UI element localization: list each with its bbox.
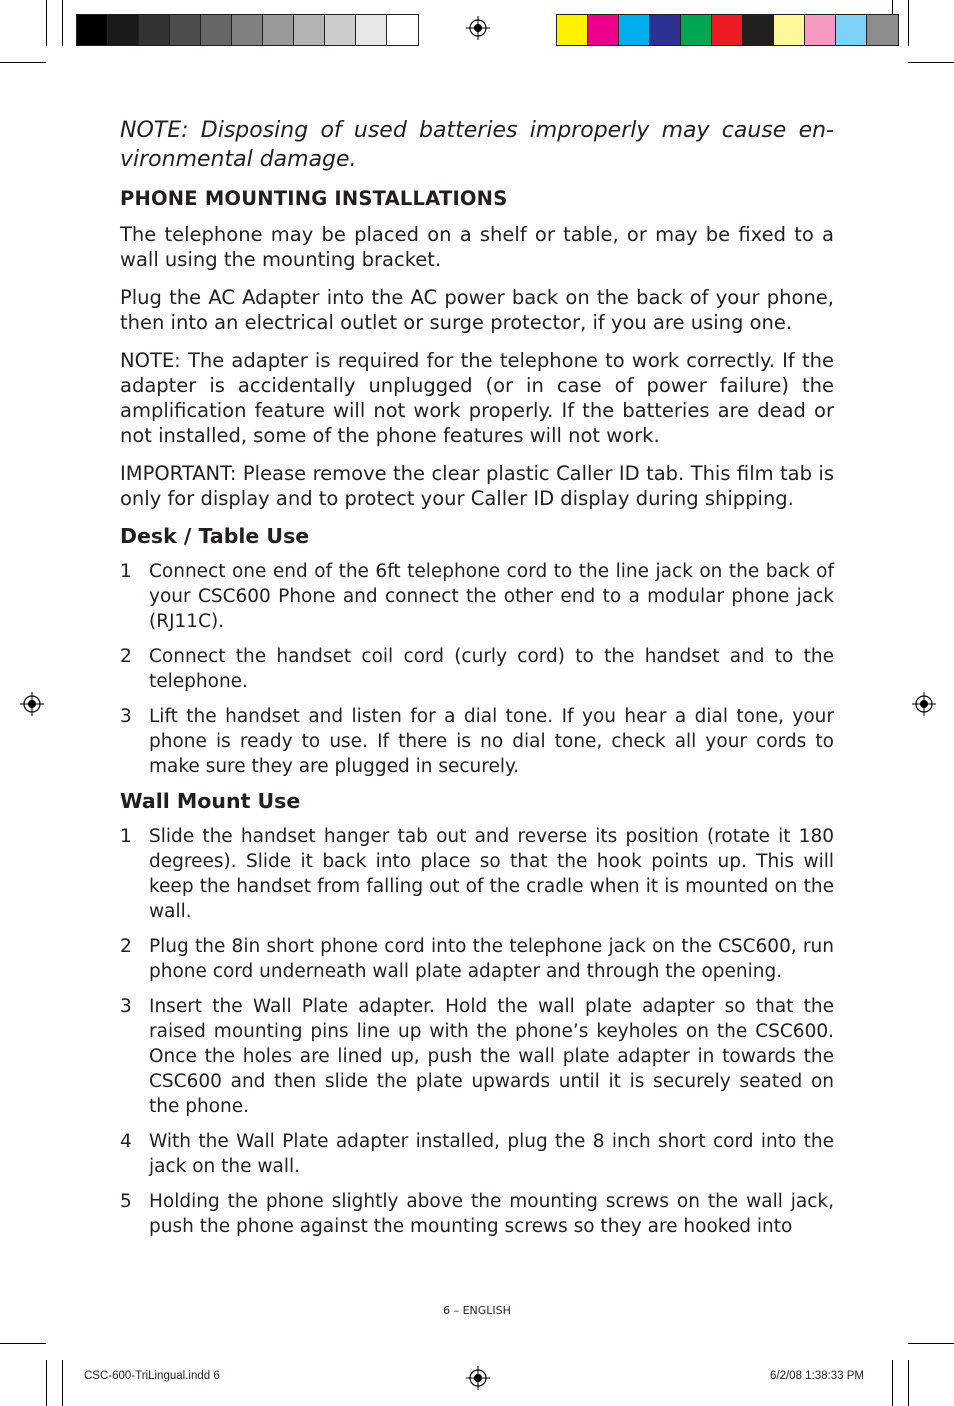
step-text: Slide the handset hanger tab out and reverse its position (rotate it 180 degrees). Slide it back into place so that the hook points up. This will keep the handset from falling out of the cradle when it is mounted on the wall. — [149, 826, 834, 922]
color-swatch — [619, 15, 650, 45]
step-text: Plug the 8in short phone cord into the telephone jack on the CSC600, run phone cord underneath wall plate adapter and through the opening. — [149, 936, 834, 982]
wall-steps-list — [120, 824, 834, 1239]
step-text: Holding the phone slightly above the mounting screws on the wall jack, push the phone against the mounting screws so they are hooked into — [149, 1191, 834, 1237]
list-item — [120, 1129, 834, 1179]
step-number: 2 — [120, 936, 132, 957]
color-swatch — [774, 15, 805, 45]
step-number: 4 — [120, 1131, 132, 1152]
desk-steps-list — [120, 559, 834, 779]
list-item — [120, 644, 834, 694]
color-swatch — [139, 15, 170, 45]
subheading-desk-use: Desk / Table Use — [120, 524, 310, 548]
step-text: With the Wall Plate adapter installed, plug the 8 inch short cord into the jack on the wall. — [149, 1131, 834, 1177]
gray-ramp-bar — [76, 14, 419, 46]
step-number: 3 — [120, 706, 132, 727]
step-number: 1 — [120, 826, 132, 847]
color-swatch — [232, 15, 263, 45]
crop-mark — [908, 1360, 909, 1406]
step-text: Lift the handset and listen for a dial tone. If you hear a dial tone, your phone is ready to use. If there is no dial tone, check all your cords to make sure they are plugged in securely. — [149, 706, 834, 777]
section-heading-mounting: PHONE MOUNTING INSTALLATIONS — [120, 187, 508, 210]
crop-mark — [892, 1360, 893, 1406]
color-swatch — [557, 15, 588, 45]
step-number: 2 — [120, 646, 132, 667]
paragraph-placement: The telephone may be placed on a shelf or table, or may be fixed to a wall using the mounting bracket. — [120, 223, 834, 271]
registration-mark-icon — [466, 16, 490, 40]
color-swatch — [387, 15, 418, 45]
color-swatch — [805, 15, 836, 45]
color-swatch — [77, 15, 108, 45]
list-item — [120, 934, 834, 984]
process-color-bar — [556, 14, 899, 46]
page-footer: 6 – ENGLISH — [443, 1304, 511, 1317]
step-number: 5 — [120, 1191, 132, 1212]
registration-mark-icon — [466, 1366, 490, 1390]
color-swatch — [170, 15, 201, 45]
registration-mark-icon — [20, 692, 44, 716]
paragraph-important: IMPORTANT: Please remove the clear plastic Caller ID tab. This film tab is only for display and to protect your Caller ID display during shipping. — [120, 462, 834, 510]
crop-mark — [908, 0, 909, 46]
paragraph-adapter-note: NOTE: The adapter is required for the telephone to work correctly. If the adapter is accidentally unplugged (or in case of power failure) the amplification feature will not work properly. If the batteries are dead or not installed, some of the phone features will not work. — [120, 349, 834, 447]
color-swatch — [201, 15, 232, 45]
color-swatch — [681, 15, 712, 45]
page-content — [120, 116, 834, 1249]
step-number: 1 — [120, 561, 132, 582]
color-swatch — [108, 15, 139, 45]
crop-mark — [0, 62, 46, 63]
crop-mark — [62, 1360, 63, 1406]
registration-mark-icon — [912, 692, 936, 716]
color-swatch — [356, 15, 387, 45]
crop-mark — [62, 0, 63, 46]
step-number: 3 — [120, 996, 132, 1017]
step-text: Connect one end of the 6ft telephone cord to the line jack on the back of your CSC600 Phone and connect the other end to a modular phone jack (RJ11C). — [149, 561, 834, 632]
crop-mark — [46, 0, 47, 46]
list-item — [120, 559, 834, 634]
crop-mark — [908, 62, 954, 63]
color-swatch — [325, 15, 356, 45]
color-swatch — [712, 15, 743, 45]
crop-mark — [908, 1343, 954, 1344]
step-text: Connect the handset coil cord (curly cord) to the handset and to the telephone. — [149, 646, 834, 692]
color-swatch — [867, 15, 898, 45]
color-swatch — [263, 15, 294, 45]
file-slug: CSC-600-TriLingual.indd 6 — [84, 1370, 220, 1382]
date-slug: 6/2/08 1:38:33 PM — [770, 1370, 864, 1382]
crop-mark — [46, 1360, 47, 1406]
color-swatch — [836, 15, 867, 45]
color-swatch — [650, 15, 681, 45]
crop-mark — [0, 1343, 46, 1344]
subheading-wall-mount-use: Wall Mount Use — [120, 789, 301, 813]
color-swatch — [588, 15, 619, 45]
color-swatch — [743, 15, 774, 45]
list-item — [120, 704, 834, 779]
step-text: Insert the Wall Plate adapter. Hold the wall plate adapter so that the raised mounting pins line up with the phone’s keyholes on the CSC600. Once the holes are lined up, push the wall plate adapter in towards the CSC600 and then slide the plate upwards until it is securely seated on the phone. — [149, 996, 834, 1117]
list-item — [120, 824, 834, 924]
list-item — [120, 1189, 834, 1239]
list-item — [120, 994, 834, 1119]
paragraph-adapter: Plug the AC Adapter into the AC power back on the back of your phone, then into an electrical outlet or surge protector, if you are using one. — [120, 286, 834, 334]
color-swatch — [294, 15, 325, 45]
battery-note: NOTE: Disposing of used batteries improperly may cause en-vironmental damage. — [120, 118, 834, 172]
